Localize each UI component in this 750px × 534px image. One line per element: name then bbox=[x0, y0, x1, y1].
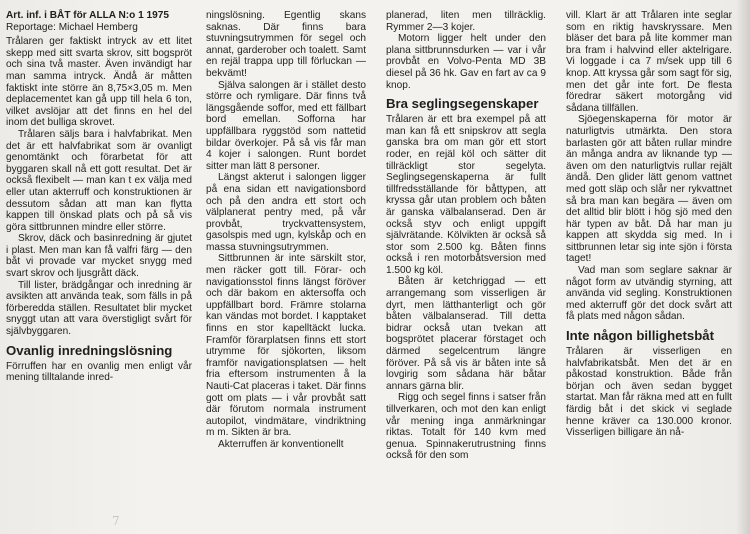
reportage-credit: Reportage: Michael Hemberg bbox=[6, 21, 138, 33]
article-source: Art. inf. i BÅT för ALLA N:o 1 1975 bbox=[6, 10, 170, 21]
page-fold-shadow bbox=[736, 0, 750, 534]
paragraph: Längst akterut i salongen ligger på ena sidan ett navigationsbord och på den andra ett stort och välplanerat pentry med, på vår provbåt, tryckvattensystem, gasolspis med ugn, kylskåp och en massa stuvningsutrymmen. bbox=[206, 172, 366, 253]
column-1 bbox=[6, 10, 192, 384]
paragraph: Vad man som seglare saknar är något form av utvändig styrning, att använda vid segling. Konstruktionen med akterruff gör det dock svårt att få plats med någon sådan. bbox=[566, 265, 732, 323]
paragraph: Trålaren säljs bara i halvfabrikat. Men det är ett halvfabrikat som är ovanligt genomtänkt och förarbetat för att byggaren skall nå ett gott resultat. Det är också flexibelt — man kan t ex välja med eller utan akterruff och konstruktionen är dessutom sådan att man kan flytta kappen till önskad plats och på så vis göra sittbrunnen mindre eller större. bbox=[6, 128, 192, 233]
paragraph: planerad, liten men tillräcklig. Rymmer 2—3 kojer. bbox=[386, 10, 546, 33]
paragraph: Akterruffen är konventionellt bbox=[218, 438, 344, 450]
paragraph: Motorn ligger helt under den plana sittbrunnsdurken — var i vår provbåt en Volvo-Penta MD 3B diesel på 36 hk. Gav en fart av ca 9 knop. bbox=[386, 33, 546, 91]
column-4 bbox=[566, 10, 732, 439]
paragraph: Båten är ketchriggad — ett arrangemang som visserligen är dyrt, men lätthanterligt och gör båten välbalanserad. Till detta bidrar också utan tvekan att bogsprötet placerar förstaget och därmed segelcentrum längre föröver. På så vis är båten inte så lovgirig som sådana här båtar annars gärna blir. bbox=[386, 276, 546, 392]
paragraph: Sjöegenskaperna för motor är naturligtvis utmärkta. Den stora barlasten gör att båten rullar mindre än många andra av liknande typ — även om den naturligtvis rullar rejält ändå. Den glider lätt genom vattnet med gott släp och slår ner rykvattnet så bra man kan begära — även om det alltid blir blött i hög sjö med den här typen av båt. Då har man ju kappen att skydda sig med. In i sittbrunnen letar sig inte sjön i första taget! bbox=[566, 114, 732, 265]
paragraph: ningslösning. Egentlig skans saknas. Där finns bara stuvningsutrymmen för segel och annat, garderober och toalett. Samt en rejäl trappa upp till förluckan — bekvämt! bbox=[206, 10, 366, 79]
paragraph: Trålaren är visserligen en halvfabrikatsbåt. Men det är en påkostad konstruktion. Både från början och även sedan bygget startat. Man får räkna med att en fullt färdig båt i det skick vi seglade henne kräver ca 130.000 kronor. Visserligen billigare än nå- bbox=[566, 346, 732, 439]
column-3 bbox=[386, 10, 546, 462]
paragraph: Rigg och segel finns i satser från tillverkaren, och mot den kan enligt vår mening inga anmärkningar riktas. Totalt för 140 kvm med genua. Spinnakerutrustning finns också för den som bbox=[386, 392, 546, 462]
paragraph: Trålaren ger faktiskt intryck av ett litet skepp med sitt svarta skrov, sitt bogspröt och sina två master. Även invändigt har man samma intryck. Ändå är måtten faktiskt inte större än 8,75×3,05 m. Men deplacementet kan gå upp till hela 6 ton, vilket avslöjar att det finns en hel del inom det bulliga skrovet. bbox=[6, 36, 192, 129]
paragraph: Trålaren är ett bra exempel på att man kan få ett snipskrov att segla ganska bra om man gör ett stort roder, en rejäl köl och sätter dit tillräckligt stor segelyta. Seglingsegenskaperna är fullt tillfredsställande för båttypen, att kryssa går utan problem och båten är ganska välbalanserad. Den är också styv och enligt uppgift självrätande. Kölvikten är också så stor som 2.500 kg. Båten finns också i ren motorbåtsversion med 1.500 kg köl. bbox=[386, 114, 546, 276]
margin-mark: 7 bbox=[112, 514, 120, 528]
paragraph: Sittbrunnen är inte särskilt stor, men räcker gott till. Förar- och navigationsstol finns längst föröver och där bakom en aktersoffa och uppfällbart bord. Främre stolarna kan vändas mot bordet. I kapptaket finns en stor kapelltäckt lucka. Framför förarplatsen finns ett stort utrymme för sjökorten, liksom framför navigationsplatsen — helt fria eftersom instrumenten å la Nauti-Cat placeras i taket. Där finns gott om plats — i vår provbåt satt där förutom normala instrument autopilot, vindmätare, vindriktning m m. Sikten är bra. bbox=[206, 253, 366, 439]
paragraph: Till lister, brädgångar och inredning är avsikten att använda teak, som fälls in på förberedda ställen. Resultatet blir mycket snyggt utan att vara överstigligt svårt för självbyggaren. bbox=[6, 279, 192, 338]
paragraph: vill. Klart är att Trålaren inte seglar som en riktig havskryssare. Men bläser det bara på lite kommer man bra fram i halvvind eller aktelrigare. Vi loggade i ca 7 m/sek upp till 6 knop. Att kryssa går som sagt för sig, men det går inte fort. De flesta föredrar säkert motorgång vid sådana tillfällen. bbox=[566, 10, 732, 114]
paragraph: Skrov, däck och basinredning är gjutet i plast. Men man kan få valfri färg — den båt vi provade var mycket snygg med svart skrov och ljusgrått däck. bbox=[6, 233, 192, 280]
paragraph: Själva salongen är i stället desto större och rymligare. Där finns två längsgående soffor, med ett fällbart bord emellan. Sofforna har uppfällbara ryggstöd som nattetid bildar överkojer. På så vis får man 4 kojer i salongen. Runt bordet sitter man lätt 8 personer. bbox=[206, 79, 366, 172]
paragraph: Förruffen har en ovanlig men enligt vår mening tilltalande inred- bbox=[6, 360, 192, 384]
column-2 bbox=[206, 10, 366, 451]
section-heading: Inte någon billighetsbåt bbox=[566, 328, 714, 344]
section-heading: Ovanlig inredningslösning bbox=[6, 342, 173, 358]
section-heading: Bra seglingsegenskaper bbox=[386, 96, 539, 112]
